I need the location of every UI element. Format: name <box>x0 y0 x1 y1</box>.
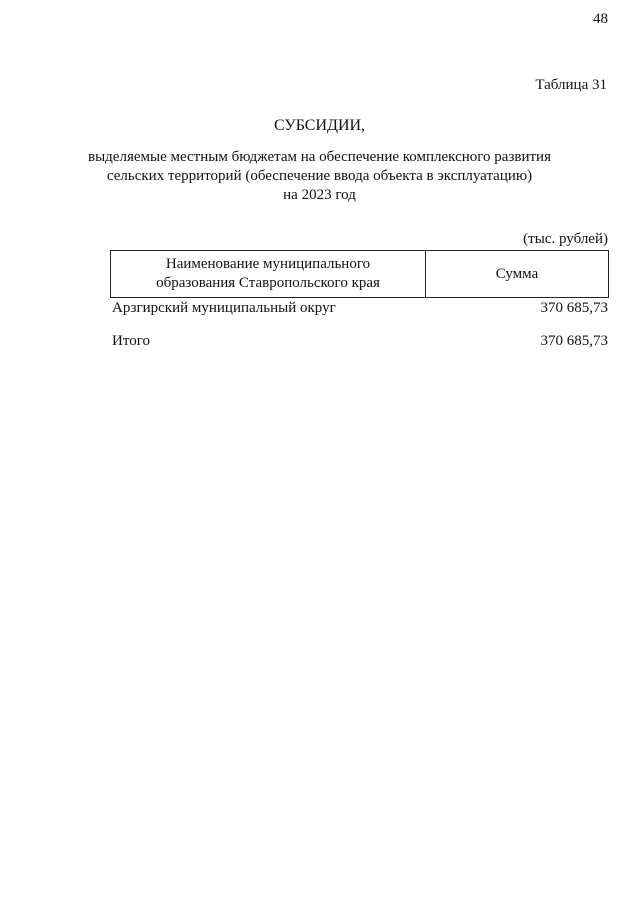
total-amount: 370 685,73 <box>540 333 608 349</box>
header-name <box>111 251 426 298</box>
header-name-line-2: образования Ставропольского края <box>156 275 380 291</box>
header-name-line-1: Наименование муниципального <box>165 256 371 272</box>
table-label: Таблица 31 <box>535 77 607 93</box>
total-label: Итого <box>112 333 150 349</box>
header-amount: Сумма <box>426 251 609 298</box>
page-number: 48 <box>593 11 608 27</box>
subsidy-table-header <box>110 250 609 298</box>
document-title: СУБСИДИИ, <box>273 117 366 134</box>
subtitle-line-1: выделяемые местным бюджетам на обеспечение комплексного развития <box>88 149 551 165</box>
units-label: (тыс. рублей) <box>523 231 608 247</box>
subtitle-line-2: сельских территорий (обеспечение ввода объекта в эксплуатацию) <box>106 168 533 184</box>
row-amount: 370 685,73 <box>540 300 608 316</box>
row-name: Арзгирский муниципальный округ <box>112 300 336 316</box>
subtitle-line-3: на 2023 год <box>283 187 356 203</box>
